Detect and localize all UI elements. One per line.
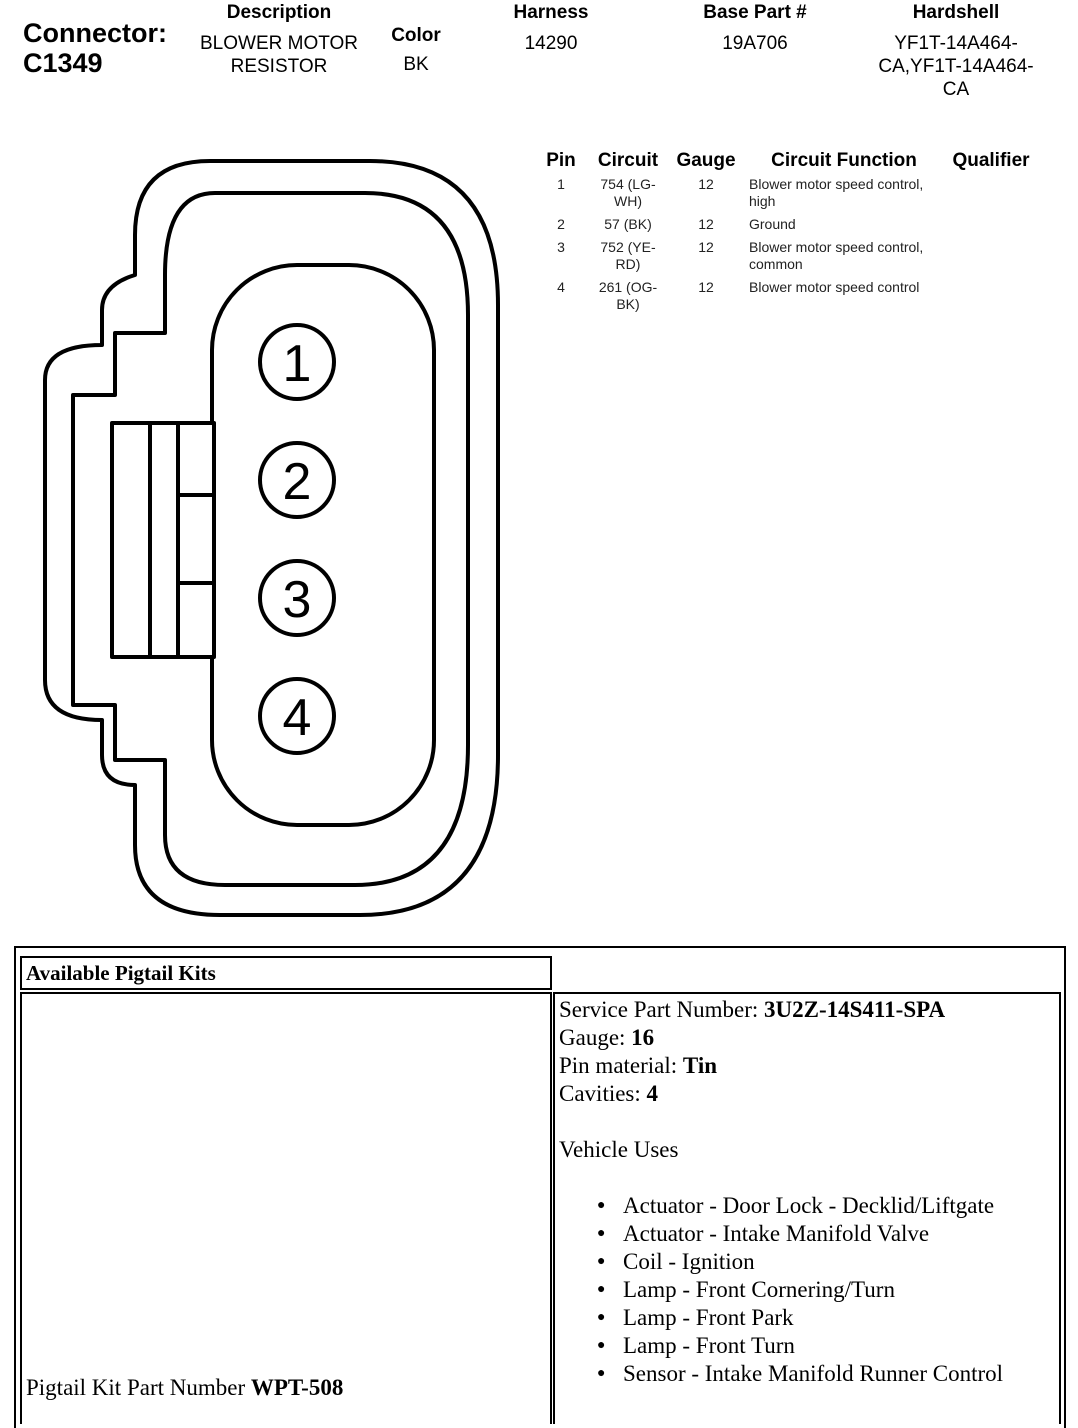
gauge-row xyxy=(559,1024,1003,1052)
pin-table-header xyxy=(535,150,1037,176)
function-cell: Blower motor speed control xyxy=(749,279,920,295)
qualifier-cell xyxy=(945,239,1037,279)
pin-cell: 4 xyxy=(557,279,565,295)
circuit-cell: 57 (BK) xyxy=(604,216,652,232)
base-part-column xyxy=(680,2,830,55)
list-item: ● Lamp - Front Cornering/Turn xyxy=(623,1276,1003,1304)
qualifier-cell xyxy=(945,279,1037,319)
gauge-cell: 12 xyxy=(698,216,714,232)
connector-face-diagram xyxy=(40,155,510,925)
gauge-header: Gauge xyxy=(676,150,736,171)
table-row xyxy=(535,239,1037,279)
hardshell-line-3: CA xyxy=(942,79,970,100)
base-part-value: 19A706 xyxy=(722,33,788,54)
vehicle-uses-list xyxy=(559,1192,1003,1388)
pin-number-3: 3 xyxy=(282,571,312,629)
harness-column xyxy=(490,2,612,55)
kit-part-value: WPT-508 xyxy=(250,1375,344,1400)
service-part-row xyxy=(559,996,1003,1024)
gauge-cell: 12 xyxy=(698,176,714,192)
pin-header: Pin xyxy=(546,150,576,171)
circuit-header: Circuit xyxy=(597,150,659,171)
qualifier-cell xyxy=(945,176,1037,216)
gauge-cell: 12 xyxy=(698,279,714,295)
color-column xyxy=(376,25,456,76)
connector-id: C1349 xyxy=(23,48,103,78)
hardshell-line-2: CA,YF1T-14A464- xyxy=(878,56,1034,77)
pin-number-1: 1 xyxy=(282,335,312,393)
pin-number-2: 2 xyxy=(282,453,312,511)
description-line-1: BLOWER MOTOR xyxy=(200,33,358,54)
kit-part-label: Pigtail Kit Part Number xyxy=(26,1375,246,1400)
gauge-value: 16 xyxy=(631,1025,655,1050)
base-part-label: Base Part # xyxy=(703,2,807,23)
pin-material-label: Pin material: xyxy=(559,1053,678,1078)
pigtail-kit-right-panel xyxy=(553,992,1061,1424)
gauge-cell: 12 xyxy=(698,239,714,255)
harness-label: Harness xyxy=(513,2,589,23)
pigtail-kits-title-box xyxy=(20,956,552,990)
description-line-2: RESISTOR xyxy=(230,56,328,77)
description-label: Description xyxy=(226,2,332,23)
hardshell-column xyxy=(855,2,1057,101)
list-item: ● Coil - Ignition xyxy=(623,1248,1003,1276)
qualifier-header: Qualifier xyxy=(952,150,1030,171)
list-item: ● Actuator - Intake Manifold Valve xyxy=(623,1220,1003,1248)
pin-cell: 3 xyxy=(557,239,565,255)
function-cell: Blower motor speed control, high xyxy=(749,176,924,209)
table-row xyxy=(535,176,1037,216)
harness-value: 14290 xyxy=(524,33,578,54)
pigtail-kit-info xyxy=(559,996,1003,1388)
pin-table xyxy=(535,150,1037,319)
table-row xyxy=(535,279,1037,319)
pin-cell: 1 xyxy=(557,176,565,192)
connector-label: Connector: xyxy=(23,18,167,48)
pin-material-row xyxy=(559,1052,1003,1080)
pigtail-kit-part-number xyxy=(26,1374,343,1402)
hardshell-line-1: YF1T-14A464- xyxy=(894,33,1018,54)
connector-label-block xyxy=(23,18,167,78)
circuit-cell: 261 (OG- BK) xyxy=(598,279,658,312)
vehicle-uses-label: Vehicle Uses xyxy=(559,1137,679,1162)
cavities-value: 4 xyxy=(646,1081,659,1106)
list-item: ● Sensor - Intake Manifold Runner Control xyxy=(623,1360,1003,1388)
service-part-value: 3U2Z-14S411-SPA xyxy=(764,997,946,1022)
color-value: BK xyxy=(403,54,429,75)
pigtail-kit-left-panel xyxy=(20,992,552,1424)
list-item: ● Lamp - Front Park xyxy=(623,1304,1003,1332)
description-column xyxy=(178,2,380,78)
circuit-cell: 752 (YE- RD) xyxy=(600,239,656,272)
gauge-label: Gauge: xyxy=(559,1025,626,1050)
circuit-cell: 754 (LG- WH) xyxy=(600,176,656,209)
function-cell: Blower motor speed control, common xyxy=(749,239,924,272)
function-cell: Ground xyxy=(749,216,796,232)
service-part-label: Service Part Number: xyxy=(559,997,759,1022)
cavities-label: Cavities: xyxy=(559,1081,641,1106)
pin-cell: 2 xyxy=(557,216,565,232)
pin-number-4: 4 xyxy=(282,689,312,747)
qualifier-cell xyxy=(945,216,1037,239)
list-item: ● Lamp - Front Turn xyxy=(623,1332,1003,1360)
pin-material-value: Tin xyxy=(682,1053,718,1078)
table-row xyxy=(535,216,1037,239)
color-label: Color xyxy=(391,25,441,46)
latch-block xyxy=(112,423,214,657)
hardshell-label: Hardshell xyxy=(912,2,1000,23)
circuit-function-header: Circuit Function xyxy=(771,150,917,171)
cavities-row xyxy=(559,1080,1003,1108)
pigtail-kits-title: Available Pigtail Kits xyxy=(26,961,216,985)
list-item: ● Actuator - Door Lock - Decklid/Liftgate xyxy=(623,1192,1003,1220)
